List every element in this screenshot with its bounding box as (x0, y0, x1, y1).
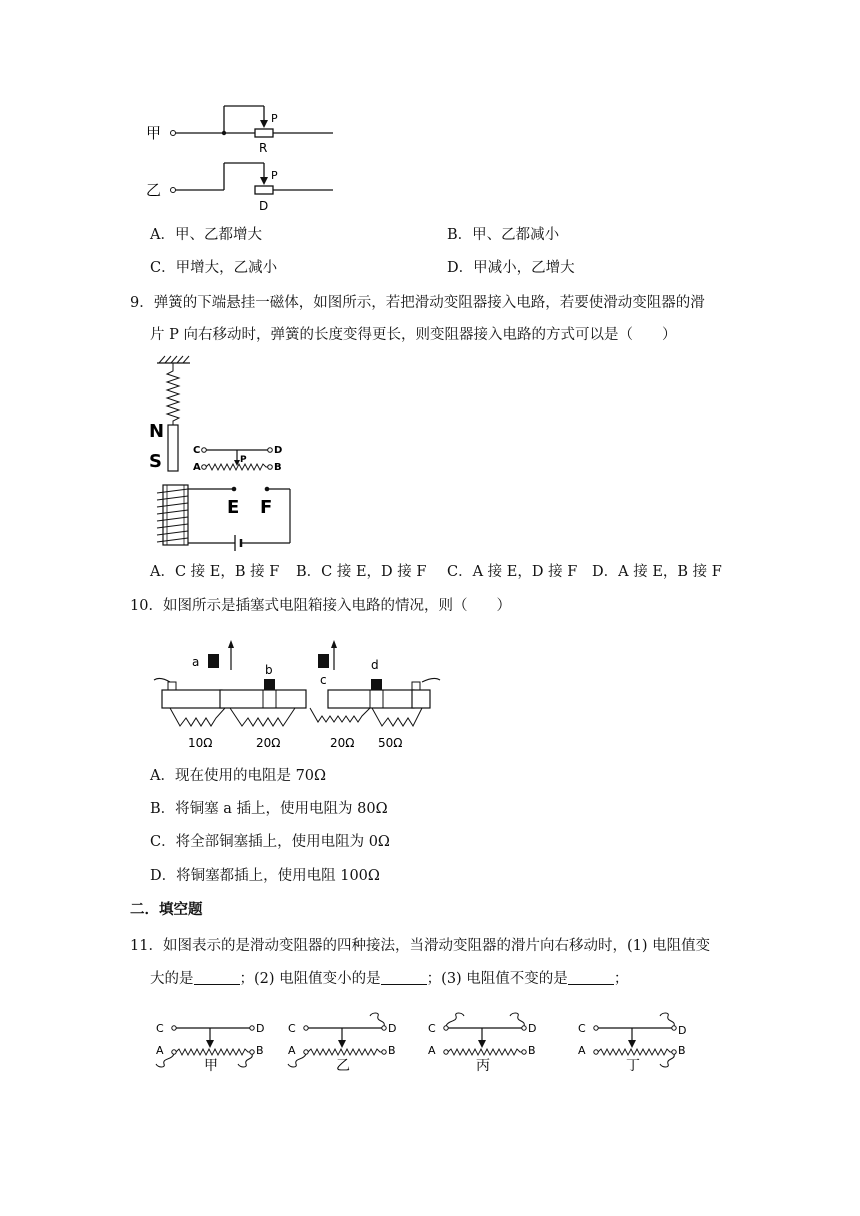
q11-ding-a: A (578, 1044, 586, 1057)
q10-option-b[interactable]: B．将铜塞 a 插上，使用电阻为 80Ω (150, 801, 388, 817)
q8-option-c[interactable]: C．甲增大，乙减小 (150, 260, 278, 276)
q10-option-c[interactable]: C．将全部铜塞插上，使用电阻为 0Ω (150, 834, 390, 850)
q11-jia-b: B (256, 1044, 264, 1057)
q9-option-d[interactable]: D．A 接 E，B 接 F (592, 564, 722, 580)
q8-label-p1: P (271, 112, 278, 125)
q11-jia-c: C (156, 1022, 164, 1035)
q11-bing-d: D (528, 1022, 537, 1035)
q11-ding-c: C (578, 1022, 586, 1035)
q8-label-p2: P (271, 169, 278, 182)
q10-resistor-4-label: 50Ω (378, 736, 403, 750)
q11-figure (148, 1012, 728, 1072)
q9-label-a: A (193, 462, 201, 473)
q11-rheostat-yi (288, 1013, 396, 1072)
q11-yi-d: D (388, 1022, 397, 1035)
q11-yi-a: A (288, 1044, 296, 1057)
q9-stem-line1: 9．弹簧的下端悬挂一磁体，如图所示，若把滑动变阻器接入电路，若要使滑动变阻器的滑 (130, 295, 705, 311)
q10-resistor-2-label: 20Ω (256, 736, 281, 750)
q10-option-a[interactable]: A．现在使用的电阻是 70Ω (150, 768, 327, 784)
q10-label-c: c (320, 673, 327, 687)
q11-text-b: ；(2) 电阻值变小的是 (239, 971, 381, 987)
q11-blank-3[interactable] (568, 970, 614, 985)
q11-label-bing: 丙 (476, 1058, 490, 1072)
q8-option-b[interactable]: B．甲、乙都减小 (447, 227, 560, 243)
q11-label-jia: 甲 (204, 1058, 218, 1072)
section-title: 二．填空题 (130, 901, 203, 918)
q10-stem: 10．如图所示是插塞式电阻箱接入电路的情况，则（ ） (130, 598, 511, 614)
q10-label-d: d (371, 658, 379, 672)
q10-figure (150, 630, 445, 755)
q9-label-d: D (274, 445, 283, 456)
q9-label-b: B (274, 462, 282, 473)
q11-blank-2[interactable] (381, 970, 427, 985)
q9-option-a[interactable]: A．C 接 E，B 接 F (150, 564, 280, 580)
q9-label-e: E (227, 497, 240, 518)
q11-bing-c: C (428, 1022, 436, 1035)
q11-bing-b: B (528, 1044, 536, 1057)
q9-label-s: S (149, 451, 162, 472)
q9-option-c[interactable]: C．A 接 E，D 接 F (447, 564, 578, 580)
q9-label-p: P (240, 455, 247, 465)
q11-rheostat-ding (578, 1013, 686, 1072)
q9-option-b[interactable]: B．C 接 E，D 接 F (296, 564, 427, 580)
q8-option-d[interactable]: D．甲减小，乙增大 (447, 260, 575, 276)
q11-bing-a: A (428, 1044, 436, 1057)
q8-label-d: D (259, 199, 269, 210)
q8-option-a[interactable]: A．甲、乙都增大 (150, 227, 262, 243)
q11-stem-line2 (150, 969, 628, 989)
q9-label-f: F (260, 497, 273, 518)
q8-label-yi: 乙 (146, 181, 162, 199)
q10-option-d[interactable]: D．将铜塞都插上，使用电阻 100Ω (150, 868, 380, 884)
q11-rheostat-jia (156, 1022, 264, 1072)
q9-figure (145, 355, 300, 555)
q10-resistor-3-label: 20Ω (330, 736, 355, 750)
q10-resistor-1-label: 10Ω (188, 736, 213, 750)
q11-text-a: 大的是 (150, 971, 194, 987)
q9-label-c: C (193, 445, 201, 456)
q11-blank-1[interactable] (194, 970, 240, 985)
q8-label-r: R (259, 141, 268, 155)
q11-ding-d: D (678, 1024, 687, 1037)
q9-label-n: N (149, 421, 165, 442)
q9-stem-line2: 片 P 向右移动时，弹簧的长度变得更长，则变阻器接入电路的方式可以是（ ） (150, 327, 677, 343)
q11-text-d: ； (613, 971, 629, 987)
q11-yi-b: B (388, 1044, 396, 1057)
q11-rheostat-bing (428, 1013, 536, 1072)
q8-label-jia: 甲 (146, 124, 162, 142)
q8-figure (140, 100, 350, 210)
q11-yi-c: C (288, 1022, 296, 1035)
q11-text-c: ；(3) 电阻值不变的是 (426, 971, 568, 987)
q11-jia-d: D (256, 1022, 265, 1035)
q11-label-yi: 乙 (336, 1058, 350, 1072)
q10-label-a: a (192, 655, 200, 669)
q10-label-b: b (265, 663, 273, 677)
q11-stem-line1: 11．如图表示的是滑动变阻器的四种接法，当滑动变阻器的滑片向右移动时，(1) 电阻值变 (130, 938, 711, 954)
q11-ding-b: B (678, 1044, 686, 1057)
q11-jia-a: A (156, 1044, 164, 1057)
q11-label-ding: 丁 (626, 1058, 640, 1072)
